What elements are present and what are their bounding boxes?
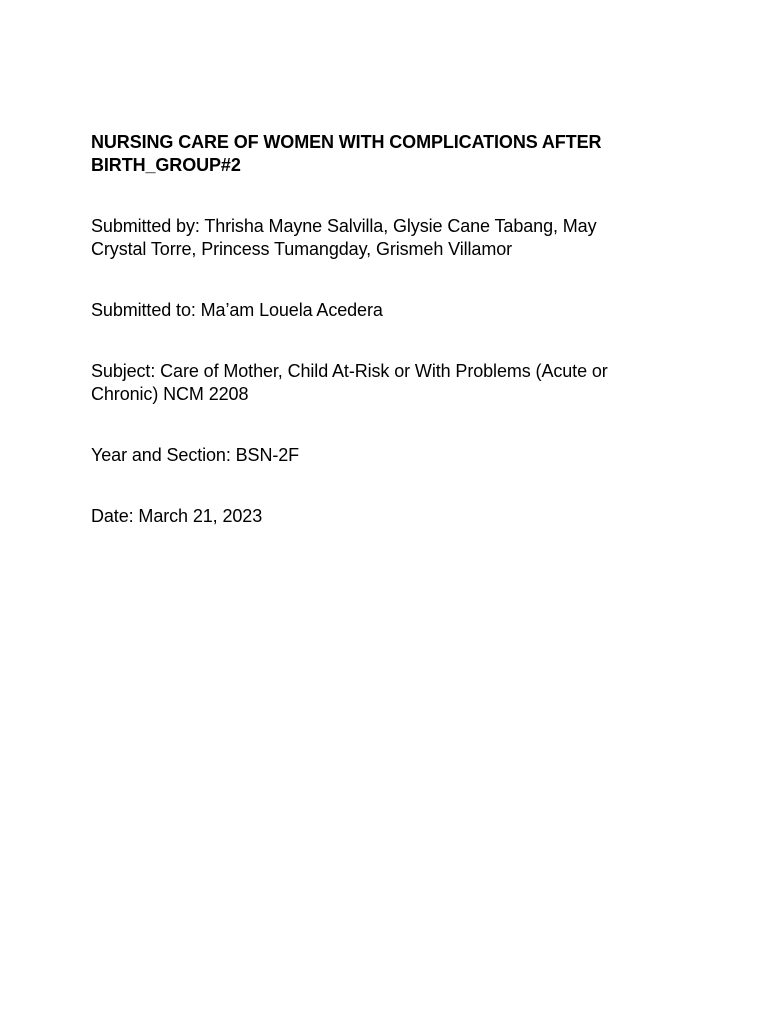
subject [91, 360, 691, 406]
document-body [91, 131, 691, 528]
submitted-by-line-2: Crystal Torre, Princess Tumangday, Grismeh Villamor [91, 239, 513, 259]
date-line: Date: March 21, 2023 [91, 506, 263, 526]
date [91, 505, 691, 528]
subject-line-1: Subject: Care of Mother, Child At-Risk or With Problems (Acute or [91, 361, 608, 381]
submitted-to-line: Submitted to: Ma’am Louela Acedera [91, 300, 383, 320]
subject-line-2: Chronic) NCM 2208 [91, 384, 249, 404]
submitted-by-line-1: Submitted by: Thrisha Mayne Salvilla, Glysie Cane Tabang, May [91, 216, 597, 236]
year-and-section-line: Year and Section: BSN-2F [91, 445, 300, 465]
submitted-by [91, 215, 691, 261]
year-and-section [91, 444, 691, 467]
title-line-1: NURSING CARE OF WOMEN WITH COMPLICATIONS AFTER [91, 132, 602, 152]
title-line-2: BIRTH_GROUP#2 [91, 155, 241, 175]
submitted-to [91, 299, 691, 322]
document-title [91, 131, 691, 177]
